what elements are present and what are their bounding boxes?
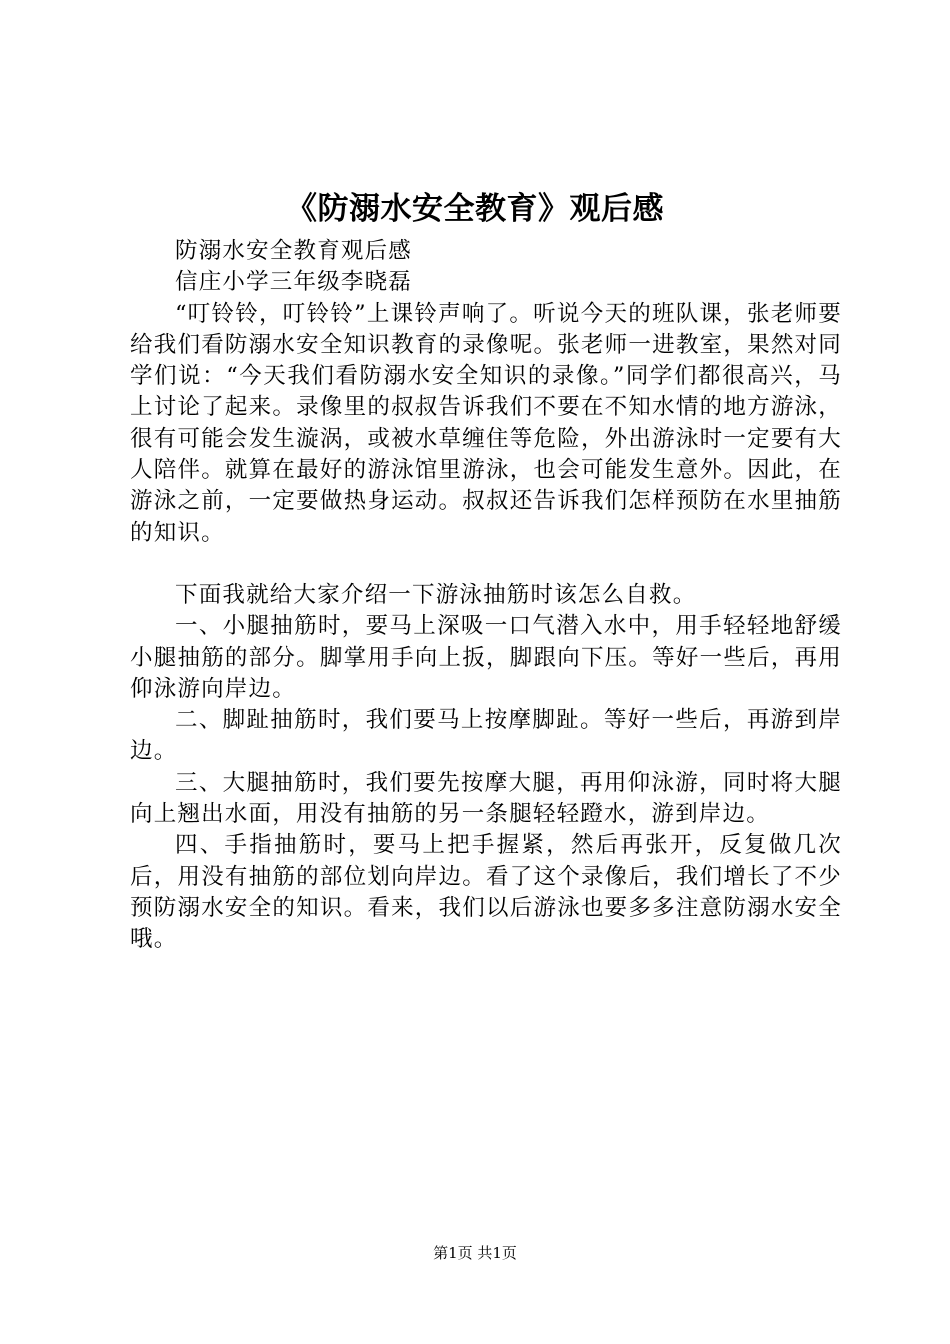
paragraph-calf-cramp: 一、小腿抽筋时，要马上深吸一口气潜入水中，用手轻轻地舒缓小腿抽筋的部分。脚掌用手向上扳，脚跟向下压。等好一些后，再用仰泳游向岸边。 <box>130 613 842 702</box>
paragraph-finger-cramp: 四、手指抽筋时，要马上把手握紧，然后再张开，反复做几次后，用没有抽筋的部位划向岸边。看了这个录像后，我们增长了不少预防溺水安全的知识。看来，我们以后游泳也要多多注意防溺水安全哦。 <box>130 832 842 953</box>
paragraph-thigh-cramp: 三、大腿抽筋时，我们要先按摩大腿，再用仰泳游，同时将大腿向上翘出水面，用没有抽筋的另一条腿轻轻蹬水，游到岸边。 <box>130 769 842 828</box>
paragraph-toe-cramp: 二、脚趾抽筋时，我们要马上按摩脚趾。等好一些后，再游到岸边。 <box>130 707 842 765</box>
document-title: 《防溺水安全教育》观后感 <box>286 191 664 227</box>
paragraph-self-rescue-intro: 下面我就给大家介绍一下游泳抽筋时该怎么自救。 <box>175 581 697 608</box>
paragraph-intro: “叮铃铃，叮铃铃”上课铃声响了。听说今天的班队课，张老师要给我们看防溺水安全知识教育的录像呢。张老师一进教室，果然对同学们说：“今天我们看防溺水安全知识的录像。”同学们都很高兴，马上讨论了起来。录像里的叔叔告诉我们不要在不知水情的地方游泳，很有可能会发生漩涡，或被水草缠住等危险，外出游泳时一定要有大人陪伴。就算在最好的游泳馆里游泳，也会可能发生意外。因此，在游泳之前，一定要做热身运动。叔叔还告诉我们怎样预防在水里抽筋的知识。 <box>130 300 842 546</box>
paragraph-subtitle: 防溺水安全教育观后感 <box>175 238 413 264</box>
document-body <box>130 236 842 956</box>
page-footer: 第1页 共1页 <box>433 1244 517 1262</box>
paragraph-author: 信庄小学三年级李晓磊 <box>175 269 413 296</box>
